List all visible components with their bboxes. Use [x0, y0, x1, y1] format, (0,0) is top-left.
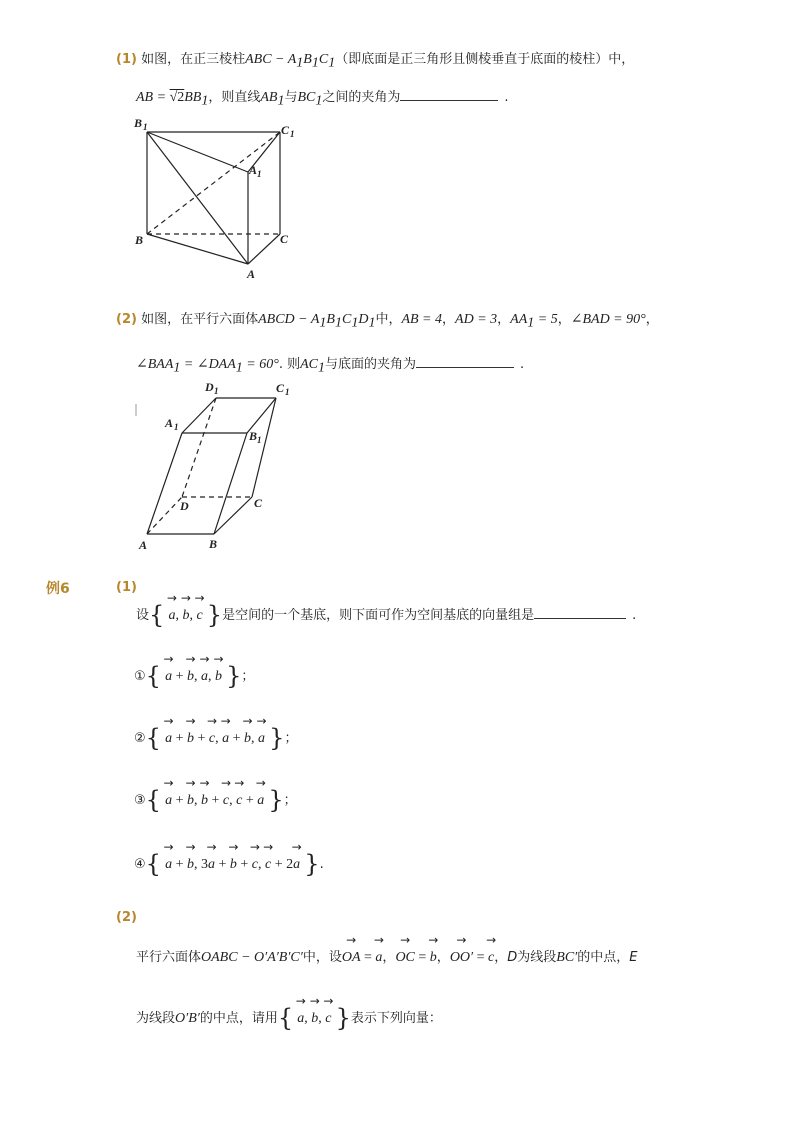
coef-2: 2 [286, 857, 294, 872]
q2-ab: AB = 4 [401, 312, 443, 327]
q1-prism-c: C [318, 52, 329, 67]
comma: ， [494, 950, 508, 965]
comma: ， [557, 312, 571, 327]
vec-a: → a [165, 731, 172, 747]
option-3-mark: ③ [134, 793, 146, 808]
vec-oo: → OO′ [450, 950, 473, 966]
sub: 1 [296, 55, 304, 71]
plus: + [172, 793, 187, 808]
q1-mid: ，则直线 [208, 90, 261, 105]
vec-a: → a [168, 608, 175, 624]
example-6-part-1-stem [136, 601, 636, 629]
example-6-label: 例6 [46, 581, 70, 597]
label-b1-sub: 1 [257, 435, 262, 445]
ex6-p2-line2-mid: 的中点，请用 [199, 1011, 278, 1026]
q1-with: 与 [284, 90, 298, 105]
label-a: A [139, 538, 148, 552]
q1-period: . [504, 90, 509, 105]
q1-prism-b: B [303, 52, 312, 67]
q2-solid: ABCD − A [258, 312, 320, 327]
figure-parallelepiped [134, 376, 314, 556]
vec-oa: → OA [342, 950, 361, 966]
q2-aa: AA [510, 312, 528, 327]
brace-close: } [206, 601, 223, 629]
brace-close: } [335, 1004, 351, 1032]
ex6-p2-line2-pre: 为线段 [136, 1011, 176, 1026]
vec-b: → b [244, 731, 251, 747]
q2-b: B [326, 312, 335, 327]
option-1 [134, 662, 254, 690]
plus: + [172, 857, 187, 872]
vec-b: → b [430, 950, 437, 966]
vec-b: → b [182, 608, 189, 624]
brace-close: } [304, 850, 320, 878]
vec-a: → a [222, 731, 229, 747]
label-a1-sub: 1 [257, 169, 262, 179]
label-a1-sub: 1 [174, 422, 179, 432]
option-2-end: ； [284, 731, 298, 746]
q1-bb: BB [184, 90, 202, 105]
vec-c: → c [488, 950, 494, 966]
label-c1: C [281, 123, 290, 137]
edge-ad-hidden [147, 497, 182, 534]
label-b1-sub: 1 [143, 122, 148, 132]
q1-sqrt2: √2 [169, 90, 185, 105]
example-6-part-2-number: (2) [116, 910, 137, 925]
vec-c: → c [223, 793, 229, 809]
question-2-line-1 [116, 308, 659, 332]
example-6-part-1-number: (1) [116, 580, 137, 595]
q1-bc1: BC [297, 90, 316, 105]
vec-b: → b [187, 731, 194, 747]
vec-b: → b [215, 669, 222, 685]
q2-d: D [358, 312, 369, 327]
comma: ， [436, 950, 450, 965]
sep: , [318, 1011, 326, 1026]
q2-zhong: 中， [375, 312, 402, 327]
sep: , [193, 793, 201, 808]
brace-open: { [145, 850, 161, 878]
plus: + [193, 731, 209, 746]
vec-b: → b [187, 857, 194, 873]
option-4-end: . [319, 857, 324, 872]
sub: 1 [328, 55, 336, 71]
vec-a: → a [165, 669, 172, 685]
vec-c: → c [209, 731, 215, 747]
vec-b: → b [230, 857, 237, 873]
vec-a: → a [165, 857, 172, 873]
plus: + [172, 731, 187, 746]
q2-text: 如图，在平行六面体 [141, 312, 259, 327]
figure-triangular-prism [130, 112, 310, 282]
point-e: E [629, 950, 638, 965]
sep: , [193, 669, 201, 684]
sub: 1 [319, 315, 327, 331]
plus: + [172, 669, 187, 684]
plus: + [271, 857, 287, 872]
eq: = [473, 950, 489, 965]
question-1-number: (1) [116, 52, 137, 67]
q2-deg: = 60° [242, 357, 279, 372]
brace-close: } [226, 662, 242, 690]
vec-a: → a [208, 857, 215, 873]
sub: 1 [368, 315, 376, 331]
sub: 1 [334, 315, 342, 331]
question-2-line-2 [136, 353, 524, 377]
answer-blank-3[interactable] [534, 606, 626, 619]
option-1-mark: ① [134, 669, 146, 684]
answer-blank-1[interactable] [400, 88, 498, 101]
vec-c: → c [236, 793, 242, 809]
sep: , [215, 731, 223, 746]
brace-open: { [145, 786, 161, 814]
vec-a: → a [297, 1011, 304, 1027]
ex6-p2-pre: 平行六面体 [136, 950, 202, 965]
plus: + [207, 793, 223, 808]
edge-b1b [214, 433, 247, 534]
point-d: D [507, 950, 518, 965]
sep: , [193, 857, 201, 872]
edge-ba [147, 234, 248, 264]
brace-open: { [145, 724, 161, 752]
label-b: B [135, 233, 144, 247]
coef-3: 3 [200, 857, 208, 872]
q1-post: 之间的夹角为 [322, 90, 401, 105]
sep: , [189, 608, 197, 623]
ex6-p2-mid1: 中，设 [302, 950, 342, 965]
vec-a: → a [201, 669, 208, 685]
vec-c: → c [252, 857, 258, 873]
q2-aa-val: = 5 [534, 312, 558, 327]
brace-close: } [268, 786, 284, 814]
label-a1: A [165, 416, 174, 430]
q2-ac: AC [300, 357, 318, 372]
option-4-mark: ④ [134, 857, 146, 872]
ex6-p2-mid-text: 的中点， [577, 950, 630, 965]
vec-b: → b [187, 793, 194, 809]
sub: 1 [527, 315, 535, 331]
q1-ab-eq: AB = [136, 90, 170, 105]
comma: ， [382, 950, 396, 965]
question-2-number: (2) [116, 312, 137, 327]
edge-a1d1 [182, 398, 216, 433]
comma: ， [645, 312, 659, 327]
q1-text-post: （即底面是正三角形且侧棱垂直于底面的棱柱）中， [335, 52, 635, 67]
ex6-p1-pre: 设 [136, 608, 150, 623]
ex6-p2-d-text: 为线段 [517, 950, 557, 965]
option-4 [134, 850, 324, 878]
sub: 1 [173, 360, 181, 376]
brace-open: { [145, 662, 161, 690]
vec-a: → a [257, 793, 264, 809]
label-c1-sub: 1 [285, 387, 290, 397]
vec-a: → a [165, 793, 172, 809]
label-c: C [280, 232, 289, 246]
q2-post: 与底面的夹角为 [325, 357, 417, 372]
plus: + [229, 731, 245, 746]
plus: + [214, 857, 230, 872]
sub: 1 [201, 93, 209, 109]
q2-mid: . 则 [278, 357, 301, 372]
sep: , [304, 1011, 312, 1026]
sub: 1 [311, 55, 319, 71]
vec-a: → a [375, 950, 382, 966]
label-c1-sub: 1 [290, 129, 295, 139]
label-a: A [247, 267, 256, 281]
q2-baa: ∠BAA [136, 357, 174, 372]
ex6-p2-ob: O′B′ [175, 1011, 200, 1026]
ex6-p2-bc: BC′ [556, 950, 578, 965]
label-d1: D [205, 380, 214, 394]
q2-c: C [341, 312, 352, 327]
sub: 1 [315, 93, 323, 109]
sub: 1 [277, 93, 285, 109]
sub: 1 [235, 360, 243, 376]
vec-b: → b [201, 793, 208, 809]
q1-text: 如图，在正三棱柱 [141, 52, 246, 67]
sub: 1 [318, 360, 325, 376]
label-b1: B [134, 116, 143, 130]
vec-a: → a [258, 731, 265, 747]
vec-c: → c [265, 857, 271, 873]
vec-c: → c [325, 1011, 331, 1027]
label-c1: C [276, 381, 285, 395]
option-3-end: ； [283, 793, 297, 808]
sep: , [258, 857, 266, 872]
label-b: B [209, 537, 218, 551]
ex6-p1-period: . [632, 608, 637, 623]
vec-b: → b [311, 1011, 318, 1027]
vec-b: → b [187, 669, 194, 685]
question-1-line-2 [136, 86, 509, 110]
edge-ca [248, 234, 280, 264]
label-a1: A [249, 163, 258, 177]
comma: ， [497, 312, 511, 327]
q1-ab1: AB [260, 90, 278, 105]
q1-prism: ABC − A [245, 52, 297, 67]
sub: 1 [351, 315, 359, 331]
vec-c: → c [196, 608, 202, 624]
question-1-line-1 [116, 48, 634, 72]
option-3 [134, 786, 297, 814]
ex6-p2-solid: OABC − O′A′B′C′ [201, 950, 303, 965]
label-c: C [254, 496, 263, 510]
option-2-mark: ② [134, 731, 146, 746]
brace-close: } [269, 724, 285, 752]
comma: ， [442, 312, 456, 327]
plus: + [236, 857, 252, 872]
q2-period: . [520, 357, 525, 372]
sep: , [207, 669, 215, 684]
edge-a1a [147, 433, 182, 534]
label-d1-sub: 1 [214, 386, 219, 396]
option-1-end: ； [241, 669, 255, 684]
vec-a: → a [293, 857, 300, 873]
ex6-p2-line2-post: 表示下列向量： [350, 1011, 442, 1026]
label-b1: B [249, 429, 258, 443]
example-6-part-2-line-1 [136, 946, 637, 966]
eq: = [360, 950, 376, 965]
sep: , [251, 731, 259, 746]
ex6-p1-post: 是空间的一个基底，则下面可作为空间基底的向量组是 [222, 608, 535, 623]
q2-bad: ∠BAD = 90° [570, 312, 646, 327]
vec-oc: → OC [395, 950, 414, 966]
option-2 [134, 724, 297, 752]
plus: + [242, 793, 258, 808]
brace-open: { [277, 1004, 294, 1032]
q2-eq: = ∠DAA [180, 357, 236, 372]
brace-open: { [149, 601, 165, 629]
q2-ad: AD = 3 [455, 312, 498, 327]
sep: , [229, 793, 237, 808]
example-6-part-2-line-2 [136, 1004, 442, 1032]
sep: , [175, 608, 183, 623]
answer-blank-2[interactable] [416, 355, 514, 368]
label-d: D [180, 499, 189, 513]
edge-d1d-hidden [182, 398, 216, 497]
eq: = [414, 950, 430, 965]
